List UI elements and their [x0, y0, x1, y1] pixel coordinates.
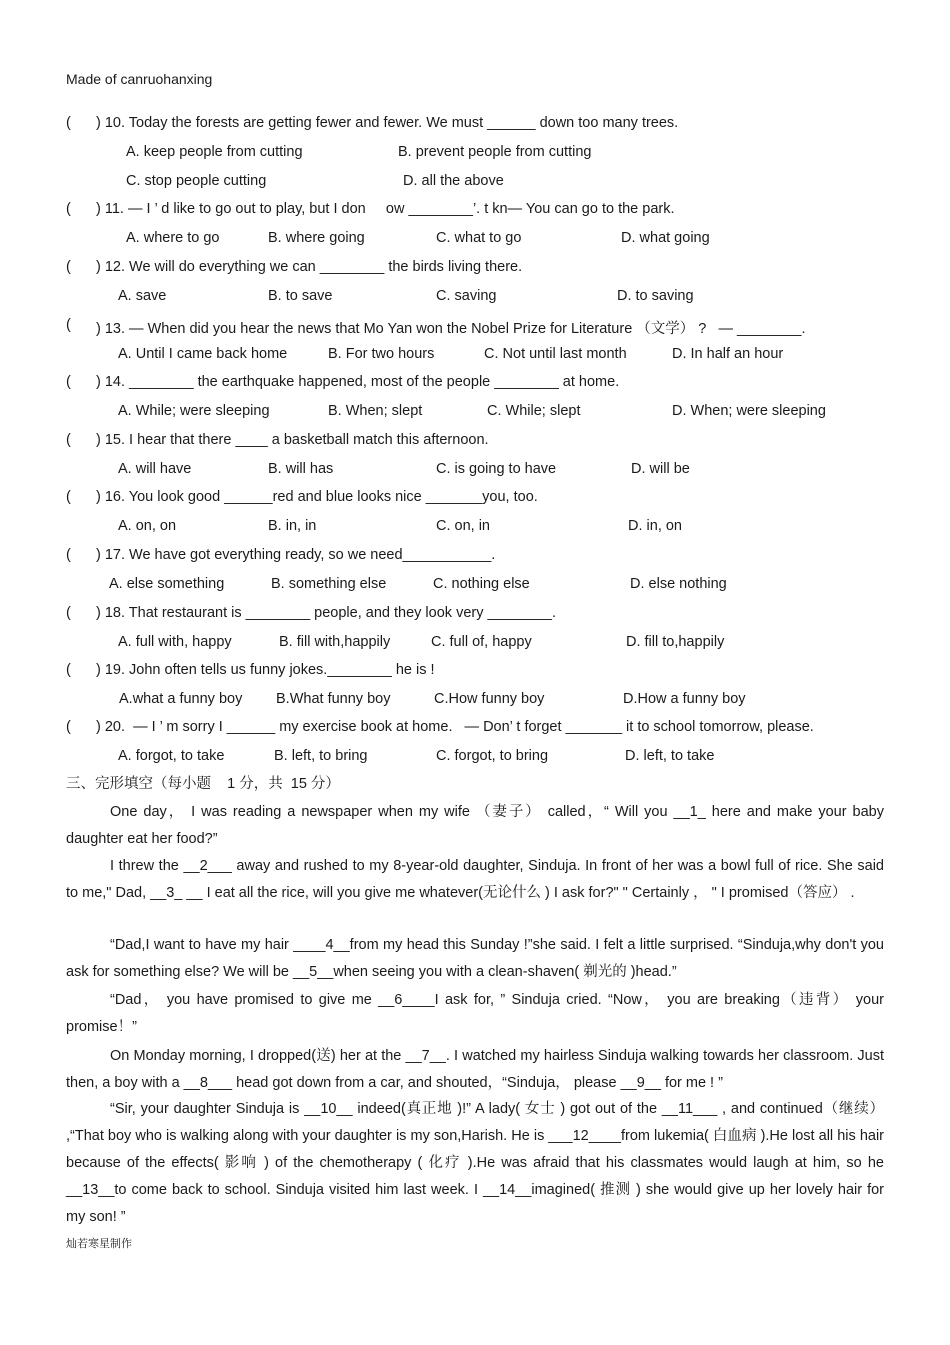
answer-option: D. else nothing	[630, 576, 727, 592]
answer-option: A. full with, happy	[118, 634, 232, 650]
question-text: ) 20. — I ’ m sorry I ______ my exercise book at home. — Don’ t forget _______ it to school tomorrow, please.	[96, 719, 814, 735]
answer-option: A. keep people from cutting	[126, 144, 303, 160]
paragraph-2: I threw the __2___ away and rushed to my 8-year-old daughter, Sinduja. In front of her was a bowl full of rice. She said to me," Dad, __3_ __ I eat all the rice, will you give me whatever(无论什么 ) I ask for?" " Certainly ， " I promised（答应） .	[66, 858, 884, 901]
answer-option: A. else something	[109, 576, 225, 592]
question-paren: (	[66, 115, 71, 131]
answer-option: A. forgot, to take	[118, 748, 225, 764]
question-paren: (	[66, 201, 71, 217]
answer-option: D. will be	[631, 461, 690, 477]
question-paren: (	[66, 662, 71, 678]
answer-option: C. stop people cutting	[126, 173, 267, 189]
question-paren: (	[66, 432, 71, 448]
answer-option: D. in, on	[628, 518, 682, 534]
answer-option: A. on, on	[118, 518, 177, 534]
paragraph-4: “Dad， you have promised to give me __6____I ask for, ” Sinduja cried. “Now， you are breaking（违背） your promise！”	[66, 992, 884, 1035]
question-paren: (	[66, 489, 71, 505]
answer-option: A. where to go	[126, 230, 220, 246]
answer-option: C.How funny boy	[434, 691, 545, 707]
answer-option: B. will has	[268, 461, 334, 477]
answer-option: B. something else	[271, 576, 387, 592]
question-text: ) 19. John often tells us funny jokes.________ he is !	[96, 662, 435, 678]
paragraph-3: “Dad,I want to have my hair ____4__from my head this Sunday !”she said. I felt a little surprised. “Sinduja,why don't you ask for something else? We will be __5__when seeing you with a clean-shaven( 剃光的 )head.”	[66, 937, 884, 980]
answer-option: C. full of, happy	[431, 634, 532, 650]
section-title: 三、完形填空（每小题 1 分，共 15 分）	[66, 776, 340, 792]
answer-option: C. is going to have	[436, 461, 557, 477]
answer-option: C. saving	[436, 288, 497, 304]
question-text: ) 15. I hear that there ____ a basketball match this afternoon.	[96, 432, 489, 448]
answer-option: D. left, to take	[625, 748, 715, 764]
answer-option: B. For two hours	[328, 346, 435, 362]
question-paren: (	[66, 374, 71, 390]
answer-option: A. While; were sleeping	[118, 403, 270, 419]
question-text: ) 11. — I ’ d like to go out to play, but I don ow ________’. t kn— You can go to the park.	[96, 201, 675, 217]
answer-option: D.How a funny boy	[623, 691, 746, 707]
question-paren: (	[66, 605, 71, 621]
question-paren: (	[66, 259, 71, 275]
answer-option: D. In half an hour	[672, 346, 784, 362]
answer-option: D. When; were sleeping	[672, 403, 826, 419]
answer-option: D. fill to,happily	[626, 634, 725, 650]
answer-option: C. what to go	[436, 230, 522, 246]
question-text: ) 18. That restaurant is ________ people, and they look very ________.	[96, 605, 557, 621]
question-paren: (	[66, 719, 71, 735]
answer-option: B. prevent people from cutting	[398, 144, 592, 160]
answer-option: C. nothing else	[433, 576, 530, 592]
answer-option: B. to save	[268, 288, 333, 304]
answer-option: B. in, in	[268, 518, 317, 534]
answer-option: B. fill with,happily	[279, 634, 391, 650]
page-footer: 灿若寒星制作	[66, 1238, 132, 1250]
question-paren: (	[66, 547, 71, 563]
question-text: ) 10. Today the forests are getting fewer and fewer. We must ______ down too many trees.	[96, 115, 679, 131]
answer-option: C. While; slept	[487, 403, 581, 419]
answer-option: B. where going	[268, 230, 365, 246]
answer-option: B. left, to bring	[274, 748, 368, 764]
paragraph-1: One day， I was reading a newspaper when my wife （妻子） called，“ Will you __1_ here and make your baby daughter eat her food?”	[66, 804, 884, 847]
answer-option: C. forgot, to bring	[436, 748, 549, 764]
answer-option: D. to saving	[617, 288, 694, 304]
question-text: ) 16. You look good ______red and blue looks nice _______you, too.	[96, 489, 538, 505]
answer-option: D. all the above	[403, 173, 504, 189]
question-text: ) 14. ________ the earthquake happened, most of the people ________ at home.	[96, 374, 620, 390]
question-text: ) 12. We will do everything we can ________ the birds living there.	[96, 259, 523, 275]
answer-option: D. what going	[621, 230, 710, 246]
page-header: Made of canruohanxing	[66, 71, 213, 87]
answer-option: C. Not until last month	[484, 346, 627, 362]
answer-option: A. save	[118, 288, 167, 304]
answer-option: C. on, in	[436, 518, 490, 534]
answer-option: B.What funny boy	[276, 691, 391, 707]
answer-option: A.what a funny boy	[119, 691, 243, 707]
answer-option: A. Until I came back home	[118, 346, 288, 362]
answer-option: A. will have	[118, 461, 192, 477]
question-text: ) 17. We have got everything ready, so we need___________.	[96, 547, 496, 563]
question-text: ) 13. — When did you hear the news that Mo Yan won the Nobel Prize for Literature （文学） ? — ________.	[96, 321, 806, 337]
answer-option: B. When; slept	[328, 403, 423, 419]
paragraph-5: On Monday morning, I dropped(送) her at the __7__. I watched my hairless Sinduja walking towards her classroom. Just then, a boy with a __8___ head got down from a car, and shouted，“Sinduja， please __9__ for me ! ”	[66, 1048, 884, 1091]
question-paren: (	[66, 317, 71, 333]
paragraph-6: “Sir, your daughter Sinduja is __10__ indeed(真正地 )!” A lady( 女士 ) got out of the __11___ , and continued（继续） ,“That boy who is walking along with your daughter is my son,Harish. He is ___12____from lukemia( 白血病 ).He lost all his hair because of the effects( 影响 ) of the chemotherapy ( 化疗 ).He was afraid that his classmates would laugh at him, so he __13__to come back to school. Sinduja visited him last week. I __14__imagined( 推测 ) she would give up her lovely hair for my son! ”	[66, 1101, 884, 1225]
